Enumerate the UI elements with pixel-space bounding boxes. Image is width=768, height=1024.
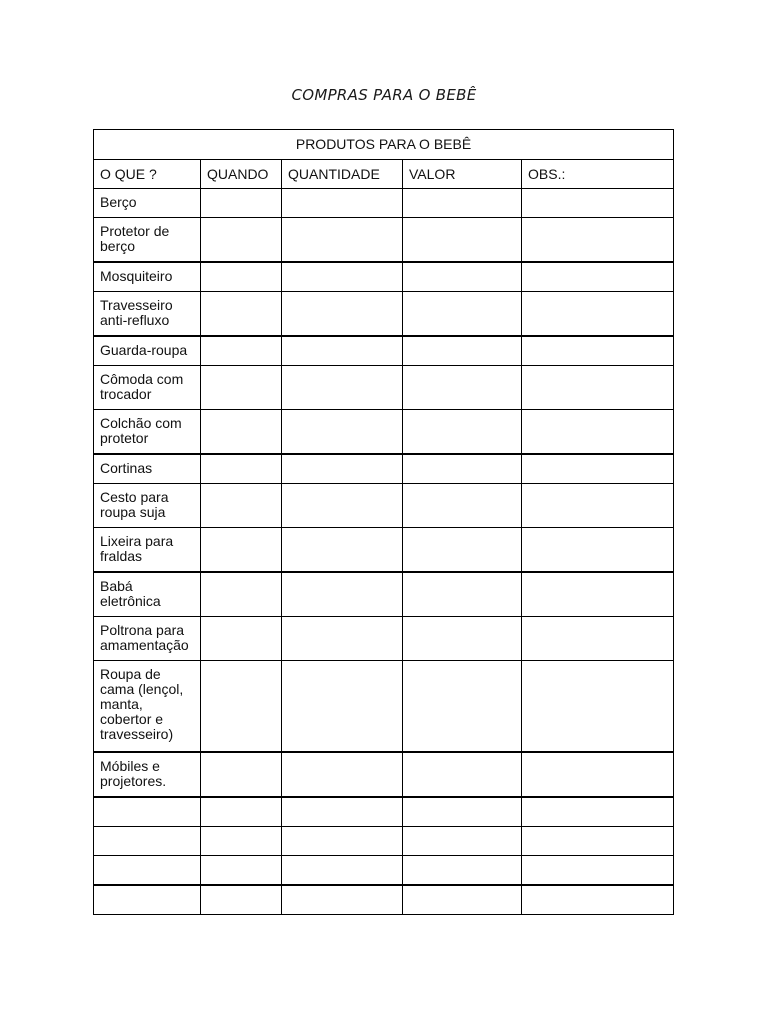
when-cell: [201, 189, 282, 218]
when-cell: [201, 484, 282, 528]
value-cell: [403, 484, 522, 528]
value-cell: [403, 336, 522, 366]
table-row: [94, 218, 674, 263]
when-cell: [201, 827, 282, 856]
value-cell: [403, 856, 522, 886]
item-name: [94, 827, 201, 856]
table-row: [94, 572, 674, 617]
quantity-cell: [282, 885, 403, 915]
notes-cell: [522, 617, 674, 661]
table-row: [94, 189, 674, 218]
notes-cell: [522, 885, 674, 915]
when-cell: [201, 572, 282, 617]
table-row: [94, 292, 674, 337]
when-cell: [201, 856, 282, 886]
value-cell: [403, 292, 522, 337]
item-name: [94, 856, 201, 886]
when-cell: [201, 336, 282, 366]
column-header-what: O QUE ?: [94, 160, 201, 189]
quantity-cell: [282, 292, 403, 337]
quantity-cell: [282, 572, 403, 617]
notes-cell: [522, 218, 674, 263]
value-cell: [403, 528, 522, 573]
quantity-cell: [282, 661, 403, 753]
notes-cell: [522, 366, 674, 410]
item-name: Berço: [94, 189, 201, 218]
quantity-cell: [282, 262, 403, 292]
when-cell: [201, 752, 282, 797]
when-cell: [201, 262, 282, 292]
table-row: [94, 617, 674, 661]
item-name: Móbiles e projetores.: [94, 752, 201, 797]
quantity-cell: [282, 454, 403, 484]
notes-cell: [522, 572, 674, 617]
when-cell: [201, 366, 282, 410]
baby-shopping-table: [93, 129, 674, 915]
table-row: [94, 885, 674, 915]
table-section-row: [94, 130, 674, 160]
item-name: Cortinas: [94, 454, 201, 484]
table-row: [94, 827, 674, 856]
quantity-cell: [282, 218, 403, 263]
value-cell: [403, 189, 522, 218]
table-row: [94, 528, 674, 573]
quantity-cell: [282, 528, 403, 573]
quantity-cell: [282, 752, 403, 797]
value-cell: [403, 572, 522, 617]
item-name: Poltrona para amamentação: [94, 617, 201, 661]
notes-cell: [522, 752, 674, 797]
table-header-row: [94, 160, 674, 189]
value-cell: [403, 617, 522, 661]
table-row: [94, 262, 674, 292]
quantity-cell: [282, 484, 403, 528]
table-row: [94, 797, 674, 827]
quantity-cell: [282, 797, 403, 827]
when-cell: [201, 661, 282, 753]
quantity-cell: [282, 617, 403, 661]
table-row: [94, 484, 674, 528]
column-header-when: QUANDO: [201, 160, 282, 189]
item-name: Lixeira para fraldas: [94, 528, 201, 573]
item-name: Colchão com protetor: [94, 410, 201, 455]
value-cell: [403, 366, 522, 410]
table-row: [94, 410, 674, 455]
value-cell: [403, 410, 522, 455]
when-cell: [201, 454, 282, 484]
when-cell: [201, 797, 282, 827]
quantity-cell: [282, 366, 403, 410]
item-name: Protetor de berço: [94, 218, 201, 263]
notes-cell: [522, 454, 674, 484]
table-row: [94, 856, 674, 886]
item-name: [94, 797, 201, 827]
value-cell: [403, 797, 522, 827]
when-cell: [201, 218, 282, 263]
value-cell: [403, 454, 522, 484]
table-row: [94, 336, 674, 366]
column-header-value: VALOR: [403, 160, 522, 189]
value-cell: [403, 885, 522, 915]
notes-cell: [522, 292, 674, 337]
table-row: [94, 661, 674, 753]
item-name: Guarda-roupa: [94, 336, 201, 366]
value-cell: [403, 827, 522, 856]
notes-cell: [522, 661, 674, 753]
table-row: [94, 454, 674, 484]
when-cell: [201, 885, 282, 915]
quantity-cell: [282, 410, 403, 455]
document-title: COMPRAS PARA O BEBÊ: [291, 86, 477, 104]
value-cell: [403, 752, 522, 797]
item-name: Travesseiro anti-refluxo: [94, 292, 201, 337]
column-header-quantity: QUANTIDADE: [282, 160, 403, 189]
notes-cell: [522, 410, 674, 455]
notes-cell: [522, 484, 674, 528]
item-name: [94, 885, 201, 915]
quantity-cell: [282, 827, 403, 856]
notes-cell: [522, 797, 674, 827]
item-name: Mosquiteiro: [94, 262, 201, 292]
item-name: Cômoda com trocador: [94, 366, 201, 410]
quantity-cell: [282, 336, 403, 366]
notes-cell: [522, 856, 674, 886]
value-cell: [403, 661, 522, 753]
item-name: Babá eletrônica: [94, 572, 201, 617]
notes-cell: [522, 336, 674, 366]
when-cell: [201, 410, 282, 455]
item-name: Cesto para roupa suja: [94, 484, 201, 528]
when-cell: [201, 617, 282, 661]
value-cell: [403, 262, 522, 292]
column-header-notes: OBS.:: [522, 160, 674, 189]
quantity-cell: [282, 189, 403, 218]
notes-cell: [522, 827, 674, 856]
when-cell: [201, 292, 282, 337]
notes-cell: [522, 189, 674, 218]
when-cell: [201, 528, 282, 573]
table-row: [94, 366, 674, 410]
section-title: PRODUTOS PARA O BEBÊ: [94, 130, 674, 160]
notes-cell: [522, 528, 674, 573]
quantity-cell: [282, 856, 403, 886]
notes-cell: [522, 262, 674, 292]
item-name: Roupa de cama (lençol, manta, cobertor e travesseiro): [94, 661, 201, 753]
value-cell: [403, 218, 522, 263]
table-row: [94, 752, 674, 797]
